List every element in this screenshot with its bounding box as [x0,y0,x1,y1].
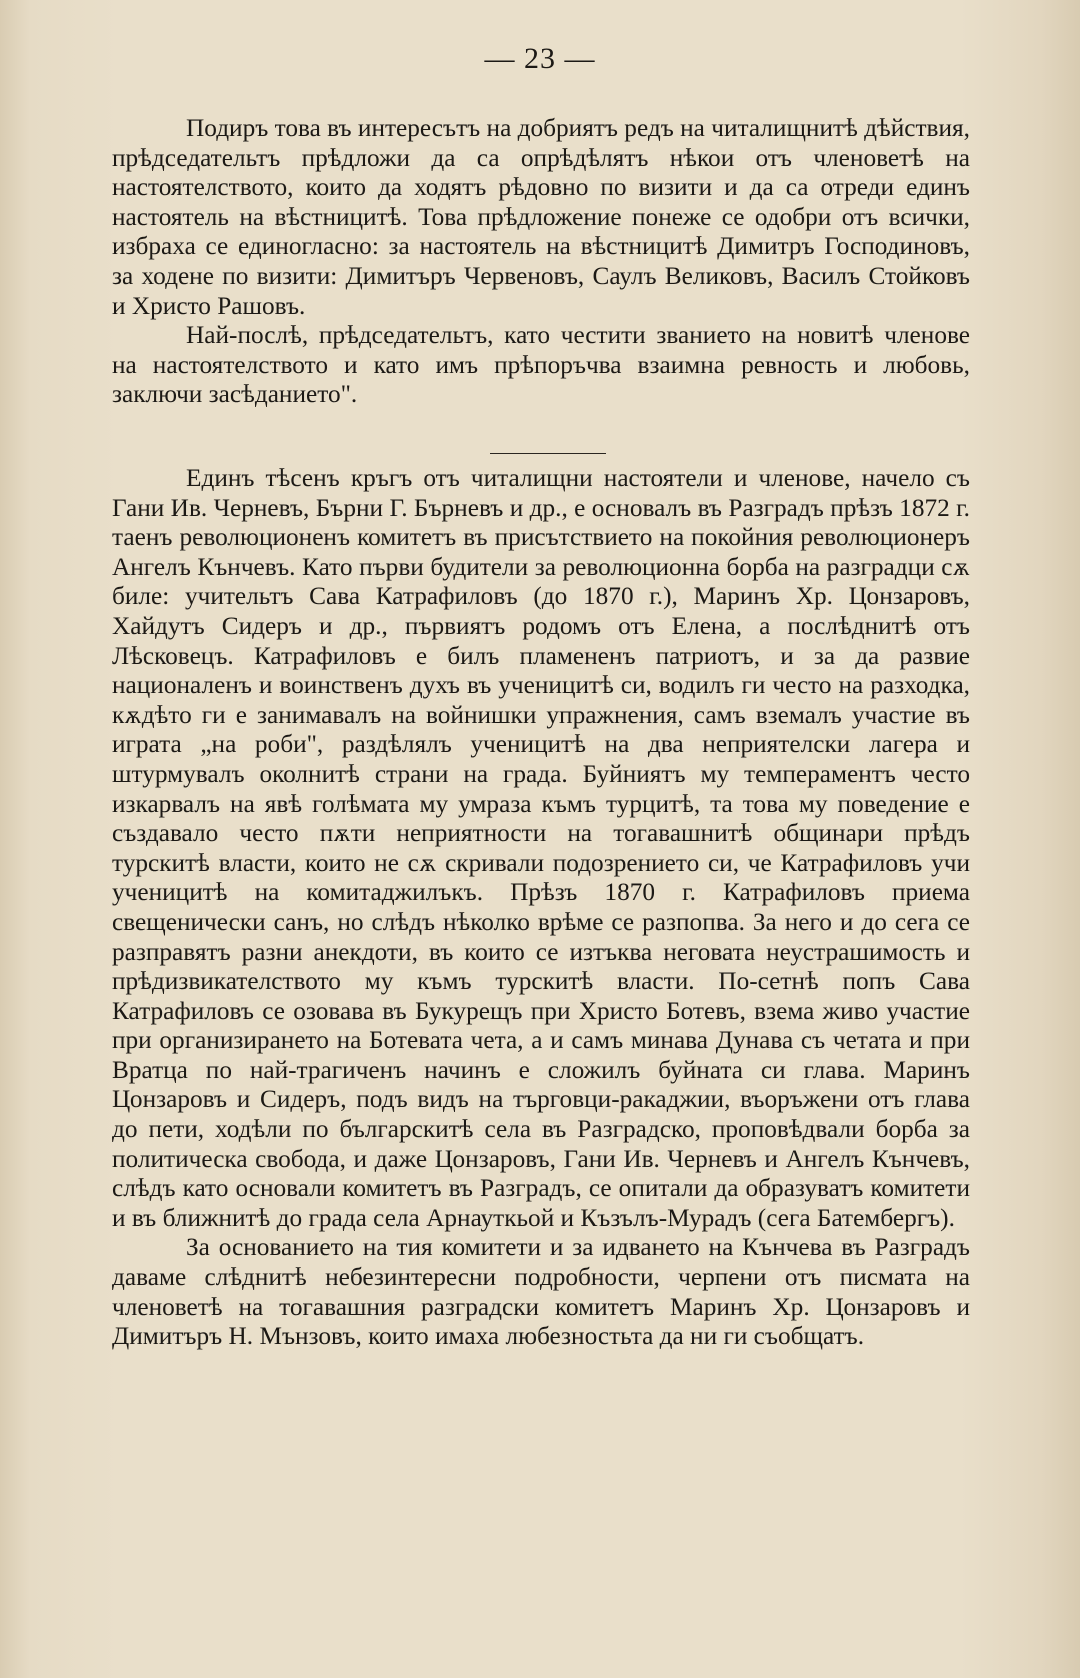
paragraph: Единъ тѣсенъ кръгъ отъ читалищни настоятели и членове, начело съ Гани Ив. Черневъ, Бърни Г. Бърневъ и др., е основалъ въ Разградъ прѣзъ 1872 г. таенъ революционенъ комитетъ въ присътствието на покойния революционеръ Ангелъ Кънчевъ. Като първи будители за революционна борба на разградци сѫ биле: учительтъ Сава Катрафиловъ (до 1870 г.), Маринъ Хр. Цонзаровъ, Хайдутъ Сидеръ и др., първиятъ родомъ отъ Елена, а послѣднитѣ отъ Лѣсковецъ. Катрафиловъ е билъ пламененъ патриотъ, и за да развие националенъ и воинственъ духъ въ ученицитѣ си, водилъ ги често на разходка, кѫдѣто ги е занимавалъ на войнишки упражнения, самъ вземалъ участие въ играта „на роби", раздѣлялъ ученицитѣ на два неприятелски лагера и штурмувалъ околнитѣ страни на града. Буйниятъ му темпераментъ често изкарвалъ на явѣ голѣмата му умраза къмъ турцитѣ, та това му поведение е създавало често пѫти неприятности на тогавашнитѣ общинари прѣдъ турскитѣ власти, които не сѫ скривали подозрението си, че Катрафиловъ учи ученицитѣ на комитаджилъкъ. Прѣзъ 1870 г. Катрафиловъ приема свещенически санъ, но слѣдъ нѣколко врѣме се разпопва. За него и до сега се разправятъ разни анекдоти, въ които се изтъква неговата неустрашимость и прѣдизвикателството му къмъ турскитѣ власти. По-сетнѣ попъ Сава Катрафиловъ се озовава въ Букурещъ при Христо Ботевъ, взема живо участие при организирането на Ботевата чета, а и самъ минава Дунава съ четата и при Вратца по най-трагиченъ начинъ е сложилъ буйната си глава. Маринъ Цонзаровъ и Сидеръ, подъ видъ на търговци-ракаджии, въоръжени отъ глава до пети, ходѣли по българскитѣ села въ Разградско, проповѣдвали борба за политическа свобода, и даже Цонзаровъ, Гани Ив. Черневъ и Ангелъ Кънчевъ, слѣдъ като основали комитетъ въ Разградъ, се опитали да образуватъ комитети и въ ближнитѣ до града села Арнауткьой и Къзълъ-Мурадъ (сега Батембергъ). [112,464,970,1232]
paragraph: За основанието на тия комитети и за идването на Кънчева въ Разградъ даваме слѣднитѣ небезинтересни подробности, черпени отъ писмата на членоветѣ на тогавашния разградски комитетъ Маринъ Хр. Цонзаровъ и Димитъръ Н. Мънзовъ, които имаха любезностьта да ни ги съобщатъ. [112,1233,970,1351]
paragraph: Подиръ това въ интересътъ на добриятъ редъ на читалищнитѣ дѣйствия, прѣдседательтъ прѣдложи да са опрѣдѣлятъ нѣкои отъ членоветѣ на настоятелството, които да ходятъ рѣдовно по визити и да са отреди единъ настоятель на вѣстницитѣ. Това прѣдложение понеже се одобри отъ всички, избраха се единогласно: за настоятель на вѣстницитѣ Димитръ Господиновъ, за ходене по визити: Димитъръ Червеновъ, Саулъ Великовъ, Василъ Стойковъ и Христо Рашовъ. [112,114,970,320]
section-divider [490,453,606,454]
section-1-text [112,114,970,410]
section-2-text [112,464,970,1352]
page-number: — 23 — [484,42,596,75]
paragraph: Най-послѣ, прѣдседательтъ, като честити званието на новитѣ членове на настоятелството и като имъ прѣпоръчва взаимна ревность и любовь, заключи засѣданието". [112,321,970,409]
